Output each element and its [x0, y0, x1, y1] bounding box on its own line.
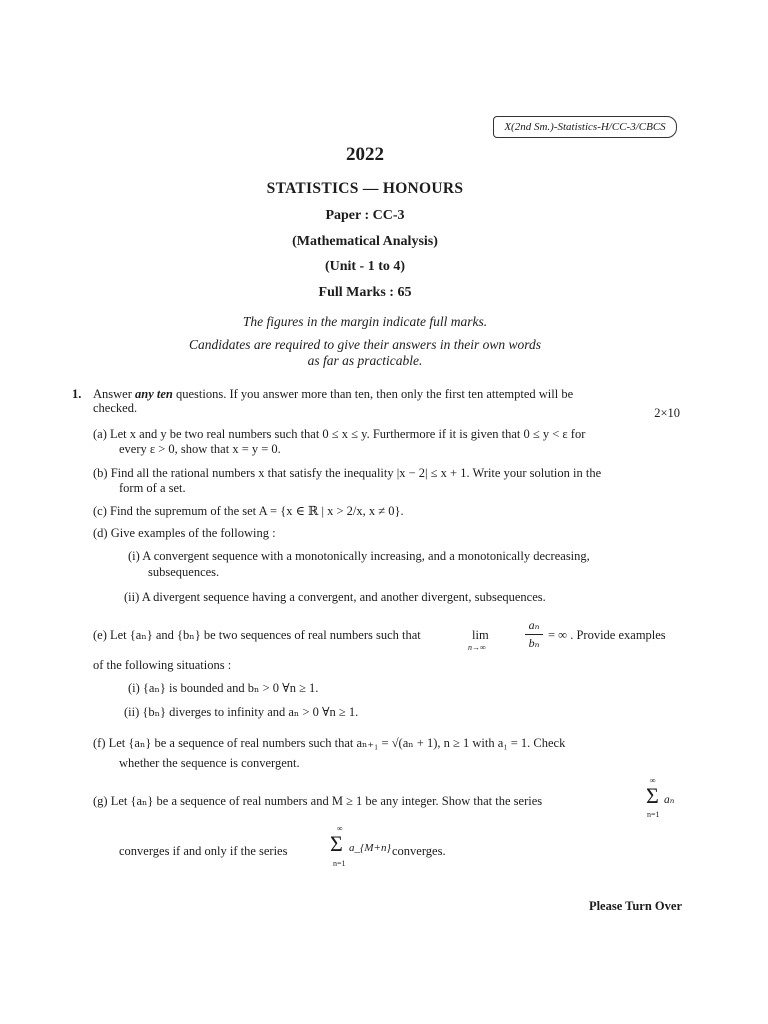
sum1-sigma: Σ	[646, 783, 659, 808]
part-d-ii: (ii) A divergent sequence having a convergent, and another divergent, subsequences.	[124, 590, 546, 604]
subject-title: STATISTICS — HONOURS	[266, 180, 464, 197]
part-f-line1: (f) Let {aₙ} be a sequence of real numbers such that aₙ₊₁ = √(aₙ + 1), n ≥ 1 with a₁ = 1. Check	[93, 736, 566, 750]
part-b-line2: form of a set.	[119, 481, 186, 495]
fraction-numerator: aₙ	[528, 618, 540, 632]
full-marks: Full Marks : 65	[318, 285, 412, 300]
part-g-line2-post: converges.	[392, 844, 446, 858]
exam-year: 2022	[346, 144, 384, 165]
question-marks: 2×10	[654, 406, 680, 420]
part-b-line1: (b) Find all the rational numbers x that satisfy the inequality |x − 2| ≤ x + 1. Write your solution in the	[93, 466, 602, 480]
sum2-lower-limit: n=1	[333, 859, 346, 868]
limit-expression	[468, 623, 516, 659]
sum2-sigma: Σ	[330, 831, 343, 856]
part-e-i: (i) {aₙ} is bounded and bₙ > 0 ∀n ≥ 1.	[128, 681, 319, 695]
question-intro-line2: checked.	[93, 401, 138, 415]
part-a-line1: (a) Let x and y be two real numbers such that 0 ≤ x ≤ y. Furthermore if it is given that 0 ≤ y < ε for	[93, 427, 586, 441]
part-d-i-line2: subsequences.	[148, 565, 220, 579]
intro-pre: Answer	[93, 387, 132, 401]
part-a-line2: every ε > 0, show that x = y = 0.	[119, 442, 281, 456]
sum1-term: aₙ	[664, 794, 675, 806]
limit-equals-infinity: = ∞ . Provide examples	[548, 628, 666, 642]
part-g-line2-pre: converges if and only if the series	[119, 844, 288, 858]
part-f-line2: whether the sequence is convergent.	[119, 756, 300, 770]
paper-title: (Mathematical Analysis)	[292, 234, 438, 249]
part-c: (c) Find the supremum of the set A = {x ∈ ℝ | x > 2/x, x ≠ 0}.	[93, 504, 404, 518]
limit-subscript: n→∞	[468, 643, 486, 652]
instruction-practicable: as far as practicable.	[307, 353, 423, 368]
question-intro	[93, 386, 683, 402]
paper-number: Paper : CC-3	[325, 208, 405, 223]
part-d-i-line1: (i) A convergent sequence with a monotonically increasing, and a monotonically decreasing,	[128, 549, 590, 563]
sum2-upper-limit: ∞	[337, 824, 343, 833]
please-turn-over: Please Turn Over	[588, 899, 682, 913]
units-covered: (Unit - 1 to 4)	[324, 259, 406, 274]
part-d: (d) Give examples of the following :	[93, 526, 276, 540]
part-e-line1: (e) Let {aₙ} and {bₙ} be two sequences of real numbers such that	[93, 628, 421, 642]
intro-emphasis: any ten	[135, 387, 173, 401]
limit-label: lim	[472, 628, 489, 642]
sum1-upper-limit: ∞	[650, 776, 656, 785]
fraction-denominator: bₙ	[528, 636, 540, 650]
sum1-lower-limit: n=1	[647, 810, 660, 819]
instruction-margin: The figures in the margin indicate full marks.	[242, 314, 488, 329]
series-sum-an	[644, 776, 684, 824]
fraction-bar	[525, 634, 543, 635]
part-e-ii: (ii) {bₙ} diverges to infinity and aₙ > 0 ∀n ≥ 1.	[124, 705, 359, 719]
series-sum-aMn	[327, 824, 391, 872]
part-g-line1: (g) Let {aₙ} be a sequence of real numbers and M ≥ 1 be any integer. Show that the series	[93, 794, 543, 808]
intro-post: questions. If you answer more than ten, then only the first ten attempted will be	[176, 387, 574, 401]
sum2-term: a_{M+n}	[349, 842, 391, 854]
paper-code-box: X(2nd Sm.)-Statistics-H/CC-3/CBCS	[493, 116, 677, 138]
part-e-line2: of the following situations :	[93, 658, 232, 672]
instruction-own-words: Candidates are required to give their answers in their own words	[189, 337, 541, 352]
question-number: 1.	[72, 387, 82, 401]
